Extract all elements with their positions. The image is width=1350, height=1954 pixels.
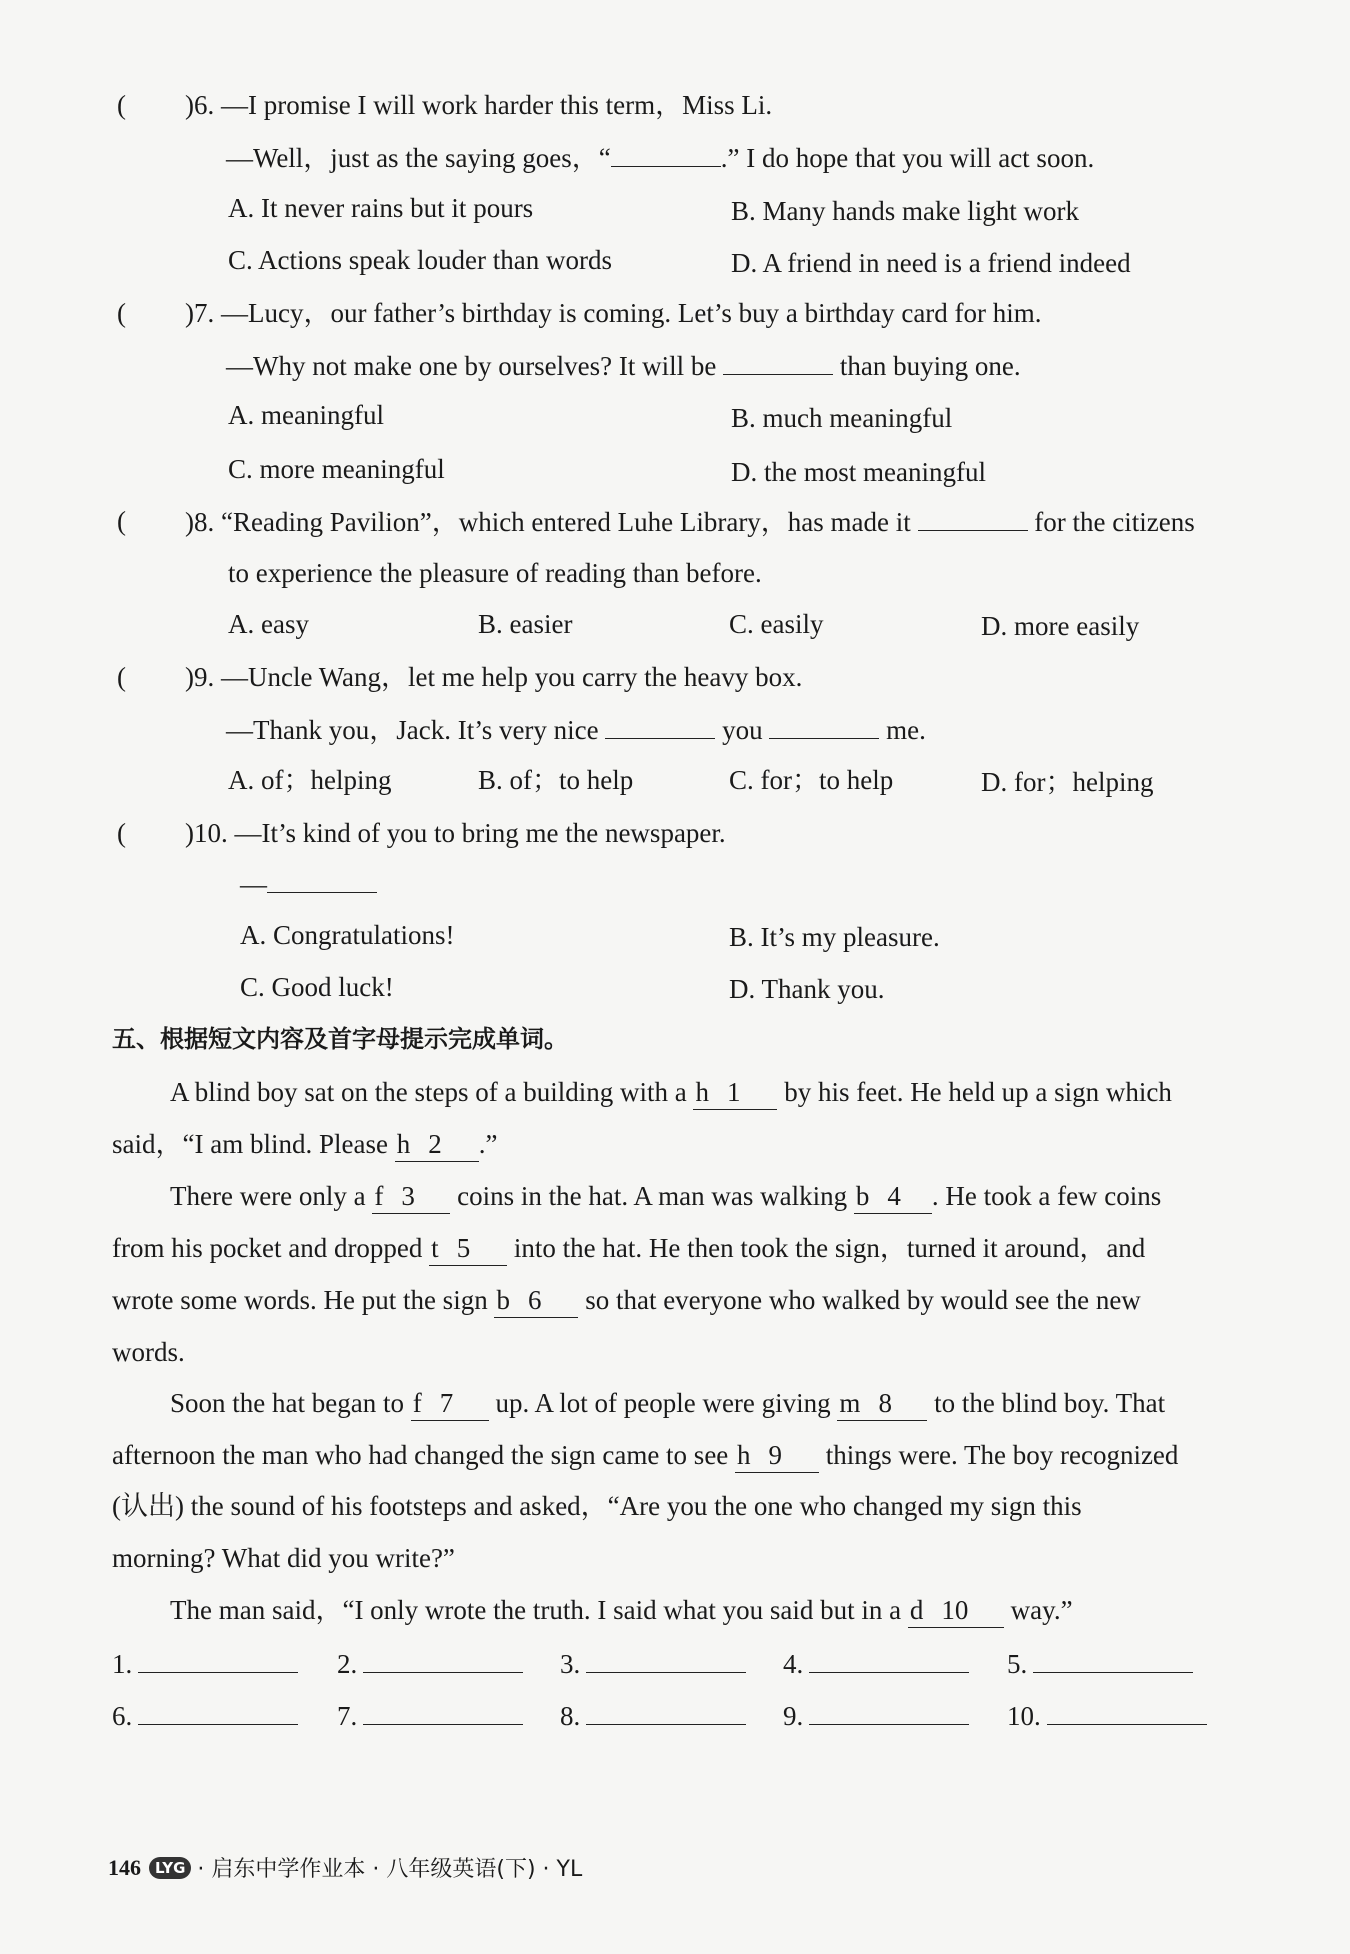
answer-3: 3. — [560, 1646, 746, 1681]
answer-9: 9. — [783, 1698, 969, 1733]
answer-6: 6. — [112, 1698, 298, 1733]
q7-option-b[interactable]: B. much meaningful — [731, 403, 953, 433]
q7-blank[interactable] — [723, 348, 833, 375]
passage-p2-line4: words. — [112, 1337, 185, 1367]
passage-p1-line2: said，“I am blind. Please h 2 .” — [112, 1127, 497, 1162]
passage-p2-line2: from his pocket and dropped t 5 into the hat. He then took the sign，turned it around，and — [112, 1231, 1145, 1266]
answer-8: 8. — [560, 1698, 746, 1733]
passage-p3-line2: afternoon the man who had changed the sign came to see h 9 things were. The boy recognized — [112, 1438, 1178, 1473]
q8-option-d[interactable]: D. more easily — [981, 611, 1140, 641]
cloze-blank-8[interactable]: m 8 — [837, 1386, 927, 1421]
q9-answer-paren[interactable]: ( — [117, 662, 126, 692]
q9-option-a[interactable]: A. of；helping — [228, 765, 392, 795]
q6-answer-paren[interactable]: ( — [117, 90, 126, 120]
page-number: 146 — [108, 1854, 141, 1880]
q7-option-c[interactable]: C. more meaningful — [228, 454, 445, 484]
cloze-blank-9[interactable]: h 9 — [735, 1438, 819, 1473]
q10-option-d[interactable]: D. Thank you. — [729, 974, 885, 1004]
passage-p3-line1: Soon the hat began to f 7 up. A lot of people were giving m 8 to the blind boy. That — [170, 1386, 1165, 1421]
q6-option-b[interactable]: B. Many hands make light work — [731, 196, 1079, 226]
q9-blank-2[interactable] — [769, 712, 879, 739]
cloze-blank-3[interactable]: f 3 — [372, 1179, 450, 1214]
passage-p2-line1: There were only a f 3 coins in the hat. A man was walking b 4 . He took a few coins — [170, 1179, 1161, 1214]
q6-option-c[interactable]: C. Actions speak louder than words — [228, 245, 612, 275]
answer-1-line[interactable] — [138, 1646, 298, 1673]
passage-p2-line3: wrote some words. He put the sign b 6 so that everyone who walked by would see the new — [112, 1283, 1141, 1318]
q8-stem: )8. “Reading Pavilion”，which entered Luhe Library，has made it for the citizens — [185, 504, 1195, 539]
q7-line2: —Why not make one by ourselves? It will be than buying one. — [226, 348, 1021, 383]
cloze-blank-7[interactable]: f 7 — [411, 1386, 489, 1421]
q10-option-b[interactable]: B. It’s my pleasure. — [729, 922, 940, 952]
publisher-logo: LYG — [149, 1857, 191, 1879]
q8-answer-paren[interactable]: ( — [117, 506, 126, 536]
q7-option-a[interactable]: A. meaningful — [228, 400, 384, 430]
q7-option-d[interactable]: D. the most meaningful — [731, 457, 986, 487]
passage-p3-line4: morning? What did you write?” — [112, 1543, 455, 1573]
answer-7: 7. — [337, 1698, 523, 1733]
q6-option-a[interactable]: A. It never rains but it pours — [228, 193, 534, 223]
cloze-blank-4[interactable]: b 4 — [854, 1179, 932, 1214]
answer-4: 4. — [783, 1646, 969, 1681]
answer-9-line[interactable] — [809, 1698, 969, 1725]
q9-option-b[interactable]: B. of；to help — [478, 765, 634, 795]
section-title: 五、根据短文内容及首字母提示完成单词。 — [112, 1025, 568, 1053]
q8-blank[interactable] — [918, 504, 1028, 531]
answer-5-line[interactable] — [1033, 1646, 1193, 1673]
q9-option-c[interactable]: C. for；to help — [729, 765, 894, 795]
q8-option-a[interactable]: A. easy — [228, 609, 309, 639]
cloze-blank-1[interactable]: h 1 — [693, 1075, 777, 1110]
answer-2-line[interactable] — [363, 1646, 523, 1673]
passage-p3-line3: (认出) the sound of his footsteps and asked，“Are you the one who changed my sign this — [112, 1491, 1082, 1521]
answer-6-line[interactable] — [138, 1698, 298, 1725]
q9-option-d[interactable]: D. for；helping — [981, 767, 1154, 797]
q9-blank-1[interactable] — [605, 712, 715, 739]
cloze-blank-2[interactable]: h 2 — [395, 1127, 479, 1162]
cloze-blank-5[interactable]: t 5 — [429, 1231, 507, 1266]
q10-option-c[interactable]: C. Good luck! — [240, 972, 394, 1002]
answer-10-line[interactable] — [1047, 1698, 1207, 1725]
passage-p4-line1: The man said，“I only wrote the truth. I said what you said but in a d 10 way.” — [170, 1593, 1073, 1628]
passage-p1-line1: A blind boy sat on the steps of a building with a h 1 by his feet. He held up a sign which — [170, 1075, 1172, 1110]
q6-stem: )6. —I promise I will work harder this term，Miss Li. — [185, 90, 773, 120]
answer-1: 1. — [112, 1646, 298, 1681]
q10-line2: — — [240, 866, 377, 901]
page-footer — [108, 1852, 582, 1883]
q6-blank[interactable] — [611, 140, 721, 167]
q8-option-c[interactable]: C. easily — [729, 609, 824, 639]
q7-stem: )7. —Lucy，our father’s birthday is coming. Let’s buy a birthday card for him. — [185, 298, 1042, 328]
q10-answer-paren[interactable]: ( — [117, 818, 126, 848]
q6-line2: —Well，just as the saying goes，“ .” I do hope that you will act soon. — [226, 140, 1094, 175]
q9-line2: —Thank you，Jack. It’s very nice you me. — [226, 712, 926, 747]
answer-4-line[interactable] — [809, 1646, 969, 1673]
answer-10: 10. — [1007, 1698, 1207, 1733]
q9-stem: )9. —Uncle Wang，let me help you carry the heavy box. — [185, 662, 803, 692]
answer-5: 5. — [1007, 1646, 1193, 1681]
answer-8-line[interactable] — [586, 1698, 746, 1725]
q8-option-b[interactable]: B. easier — [478, 609, 573, 639]
q7-answer-paren[interactable]: ( — [117, 298, 126, 328]
answer-7-line[interactable] — [363, 1698, 523, 1725]
q10-blank[interactable] — [267, 866, 377, 893]
answer-3-line[interactable] — [586, 1646, 746, 1673]
answer-2: 2. — [337, 1646, 523, 1681]
q8-line2: to experience the pleasure of reading than before. — [228, 558, 762, 588]
q10-stem: )10. —It’s kind of you to bring me the newspaper. — [185, 818, 726, 848]
q10-option-a[interactable]: A. Congratulations! — [240, 920, 455, 950]
cloze-blank-6[interactable]: b 6 — [494, 1283, 578, 1318]
book-title: · 启东中学作业本 · 八年级英语(下) · YL — [197, 1857, 583, 1882]
q6-option-d[interactable]: D. A friend in need is a friend indeed — [731, 248, 1131, 278]
cloze-blank-10[interactable]: d 10 — [908, 1593, 1004, 1628]
